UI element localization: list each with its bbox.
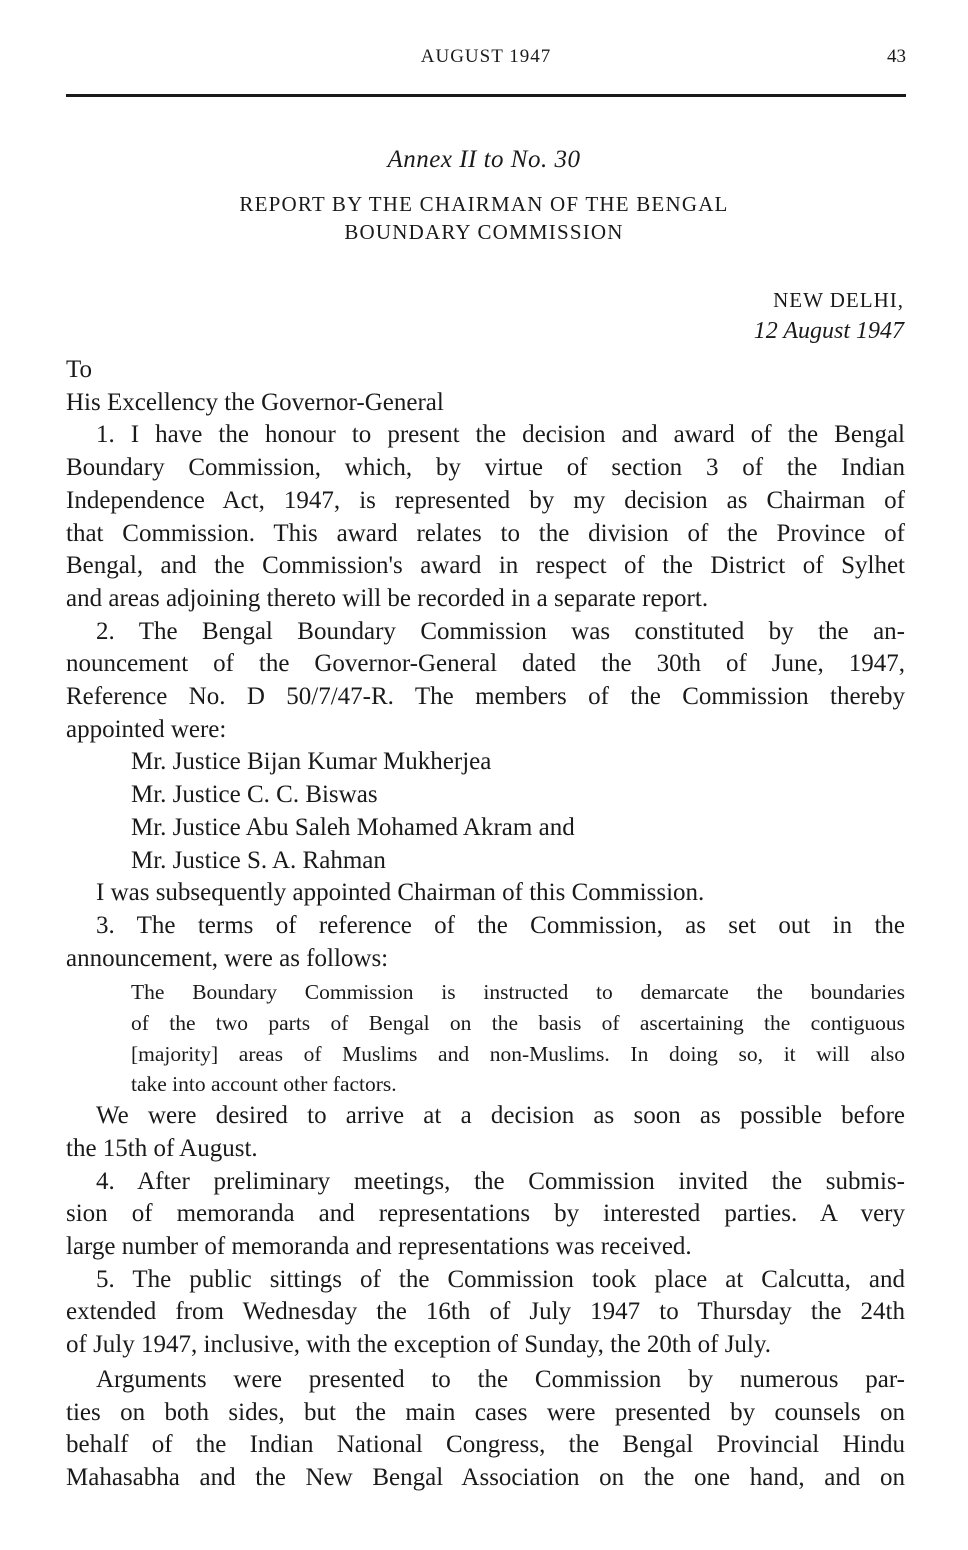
text-line: 2. The Bengal Boundary Commission was constituted by the an-	[96, 617, 905, 645]
text-line: Independence Act, 1947, is represented by my decision as Chairman of	[66, 486, 905, 514]
paragraph-5	[66, 1264, 905, 1362]
members-list	[66, 746, 905, 877]
text-line: Mahasabha and the New Bengal Association on the one hand, and on	[66, 1463, 905, 1491]
text-line: nouncement of the Governor-General dated the 30th of June, 1947,	[66, 650, 905, 678]
report-title-line: BOUNDARY COMMISSION	[344, 220, 624, 244]
running-title: AUGUST 1947	[420, 46, 552, 67]
report-title	[0, 190, 968, 246]
text-line: Boundary Commission, which, by virtue of section 3 of the Indian	[66, 454, 905, 482]
text-line: 1. I have the honour to present the decision and award of the Bengal	[96, 421, 905, 449]
text-line: 3. The terms of reference of the Commission, as set out in the	[96, 911, 905, 939]
text-line: of July 1947, inclusive, with the exception of Sunday, the 20th of July.	[66, 1331, 771, 1359]
text-line: large number of memoranda and representations was received.	[66, 1232, 692, 1260]
list-item: Mr. Justice Bijan Kumar Mukherjea	[131, 748, 492, 776]
text-line: extended from Wednesday the 16th of July 1947 to Thursday the 24th	[66, 1298, 905, 1326]
quote-line: take into account other factors.	[131, 1072, 397, 1097]
text-line: Reference No. D 50/7/47-R. The members of the Commission thereby	[66, 683, 905, 711]
text-line: ties on both sides, but the main cases were presented by counsels on	[66, 1398, 905, 1426]
list-item: Mr. Justice C. C. Biswas	[131, 781, 378, 809]
appointed-line: I was subsequently appointed Chairman of this Commission.	[96, 879, 705, 907]
page-number: 43	[887, 46, 906, 67]
running-header	[66, 46, 906, 74]
letter-body	[66, 354, 905, 1495]
dateline-place: NEW DELHI,	[773, 288, 904, 312]
quote-line: of the two parts of Bengal on the basis of ascertaining the contiguous	[131, 1011, 905, 1036]
list-item: Mr. Justice S. A. Rahman	[131, 846, 386, 874]
header-rule	[66, 94, 906, 97]
paragraph-3	[66, 910, 905, 975]
text-line: announcement, were as follows:	[66, 944, 389, 972]
paragraph-1	[66, 419, 905, 615]
paragraph-4	[66, 1166, 905, 1264]
terms-quote	[66, 977, 905, 1100]
desire-paragraph	[66, 1100, 905, 1165]
dateline-date: 12 August 1947	[753, 318, 904, 344]
quote-line: The Boundary Commission is instructed to demarcate the boundaries	[131, 980, 905, 1005]
paragraph-6	[66, 1364, 905, 1495]
report-title-line: REPORT BY THE CHAIRMAN OF THE BENGAL	[239, 192, 729, 216]
annex-heading: Annex II to No. 30	[387, 146, 581, 173]
text-line: 5. The public sittings of the Commission took place at Calcutta, and	[96, 1265, 905, 1293]
salutation-to: To	[66, 356, 93, 383]
text-line: Bengal, and the Commission's award in respect of the District of Sylhet	[66, 552, 905, 580]
text-line: sion of memoranda and representations by interested parties. A very	[66, 1200, 905, 1228]
list-item: Mr. Justice Abu Saleh Mohamed Akram and	[131, 813, 575, 841]
text-line: behalf of the Indian National Congress, the Bengal Provincial Hindu	[66, 1431, 905, 1459]
text-line: We were desired to arrive at a decision as soon as possible before	[96, 1102, 905, 1130]
text-line: and areas adjoining thereto will be recorded in a separate report.	[66, 584, 709, 612]
text-line: 4. After preliminary meetings, the Commission invited the submis-	[96, 1167, 905, 1195]
salutation-addressee: His Excellency the Governor-General	[66, 388, 444, 416]
quote-line: [majority] areas of Muslims and non-Muslims. In doing so, it will also	[131, 1041, 905, 1066]
text-line: the 15th of August.	[66, 1134, 258, 1162]
text-line: Arguments were presented to the Commission by numerous par-	[96, 1365, 905, 1393]
text-line: that Commission. This award relates to the division of the Province of	[66, 519, 905, 547]
text-line: appointed were:	[66, 715, 227, 743]
paragraph-2	[66, 616, 905, 747]
